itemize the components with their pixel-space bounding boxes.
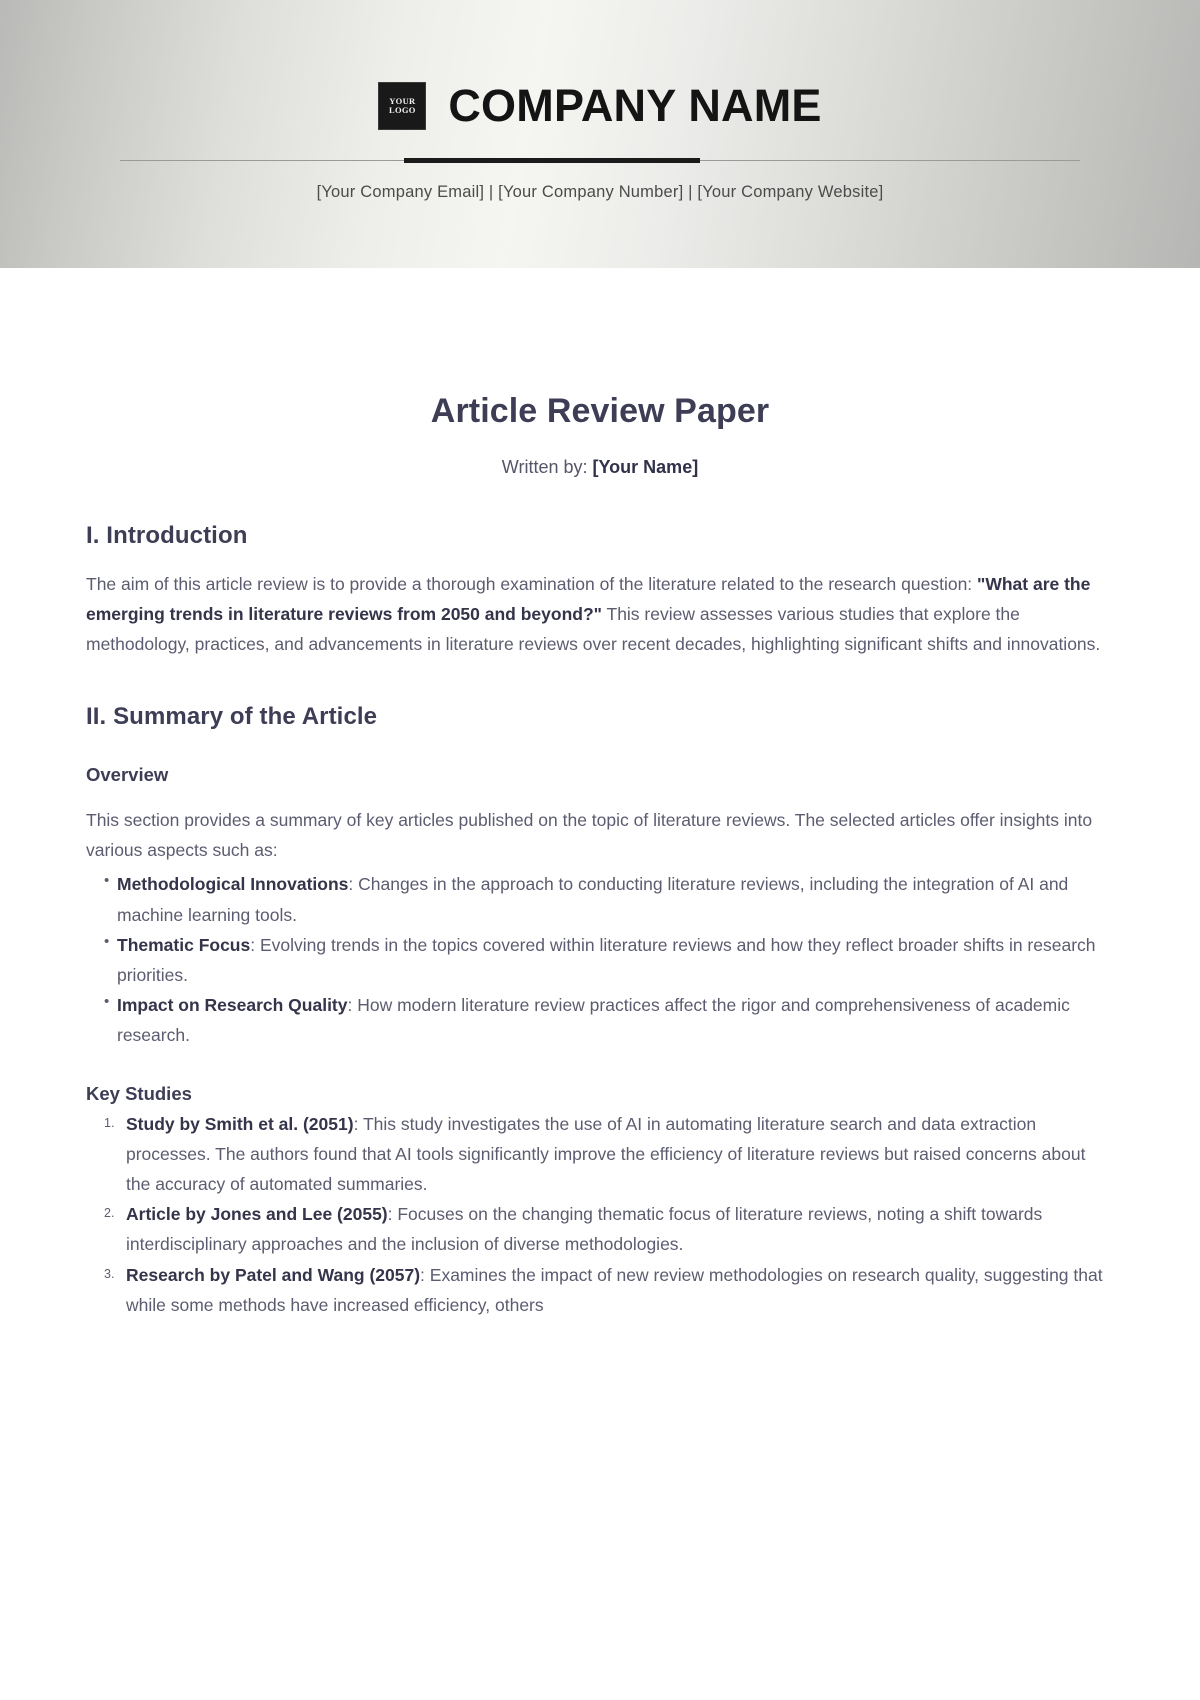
bullet-text: : Evolving trends in the topics covered within literature reviews and how they reflect broader shifts in research priorities. bbox=[117, 934, 1096, 985]
bullet-text: : How modern literature review practices affect the rigor and comprehensiveness of academic research. bbox=[117, 994, 1070, 1045]
list-item bbox=[104, 1199, 1114, 1259]
study-text: : Focuses on the changing thematic focus of literature reviews, noting a shift towards interdisciplinary approaches and the inclusion of diverse methodologies. bbox=[126, 1204, 1043, 1255]
document-body bbox=[0, 392, 1200, 1320]
list-item bbox=[104, 930, 1114, 990]
brand-row bbox=[378, 80, 821, 132]
byline-author: [Your Name] bbox=[592, 457, 699, 477]
study-text: : This study investigates the use of AI in automating literature search and data extraction processes. The authors found that AI tools significantly improve the efficiency of literature reviews but raised concerns about the accuracy of automated summaries. bbox=[126, 1114, 1086, 1195]
study-term: Article by Jones and Lee (2055) bbox=[126, 1204, 388, 1225]
section-heading-summary: II. Summary of the Article bbox=[86, 703, 378, 731]
overview-paragraph: This section provides a summary of key articles published on the topic of literature reviews. The selected articles offer insights into various aspects such as: bbox=[86, 810, 1093, 861]
study-text: : Examines the impact of new review methodologies on research quality, suggesting that while some methods have increased efficiency, others bbox=[126, 1264, 1103, 1315]
page-title: Article Review Paper bbox=[430, 392, 770, 430]
list-item bbox=[104, 1260, 1114, 1320]
key-studies-list bbox=[86, 1109, 1114, 1320]
bullet-text: : Changes in the approach to conducting literature reviews, including the integration of AI and machine learning tools. bbox=[117, 874, 1069, 925]
list-item bbox=[104, 990, 1114, 1050]
study-term: Research by Patel and Wang (2057) bbox=[126, 1264, 421, 1285]
bullet-term: Thematic Focus bbox=[117, 934, 251, 955]
list-item bbox=[104, 869, 1114, 929]
overview-bullet-list bbox=[86, 869, 1114, 1050]
subheading-overview: Overview bbox=[86, 764, 169, 786]
logo-line-2: LOGO bbox=[389, 105, 416, 115]
subheading-key-studies: Key Studies bbox=[86, 1083, 192, 1105]
divider-thick-line bbox=[404, 158, 700, 163]
intro-text-part-2: This review assesses various studies that explore the methodology, practices, and advancements in literature reviews over recent decades, highlighting significant shifts and innovations. bbox=[86, 604, 1101, 655]
intro-research-question: "What are the emerging trends in literature reviews from 2050 and beyond?" bbox=[86, 574, 1091, 625]
letterhead-divider bbox=[0, 158, 1200, 164]
bullet-term: Impact on Research Quality bbox=[117, 994, 348, 1015]
introduction-paragraph bbox=[86, 569, 1114, 659]
bullet-term: Methodological Innovations bbox=[117, 874, 349, 895]
study-term: Study by Smith et al. (2051) bbox=[126, 1114, 354, 1135]
company-name: COMPANY NAME bbox=[448, 80, 822, 131]
contact-line: [Your Company Email] | [Your Company Number] | [Your Company Website] bbox=[316, 183, 884, 201]
logo-line-1: YOUR bbox=[389, 96, 416, 107]
intro-text-part-1: The aim of this article review is to provide a thorough examination of the literature related to the research question: bbox=[86, 574, 978, 594]
letterhead-banner bbox=[0, 0, 1200, 268]
list-item bbox=[104, 1109, 1114, 1199]
section-heading-introduction: I. Introduction bbox=[86, 522, 248, 549]
your-logo-icon bbox=[378, 82, 426, 130]
byline-prefix: Written by: bbox=[501, 457, 588, 477]
byline bbox=[86, 457, 1114, 478]
